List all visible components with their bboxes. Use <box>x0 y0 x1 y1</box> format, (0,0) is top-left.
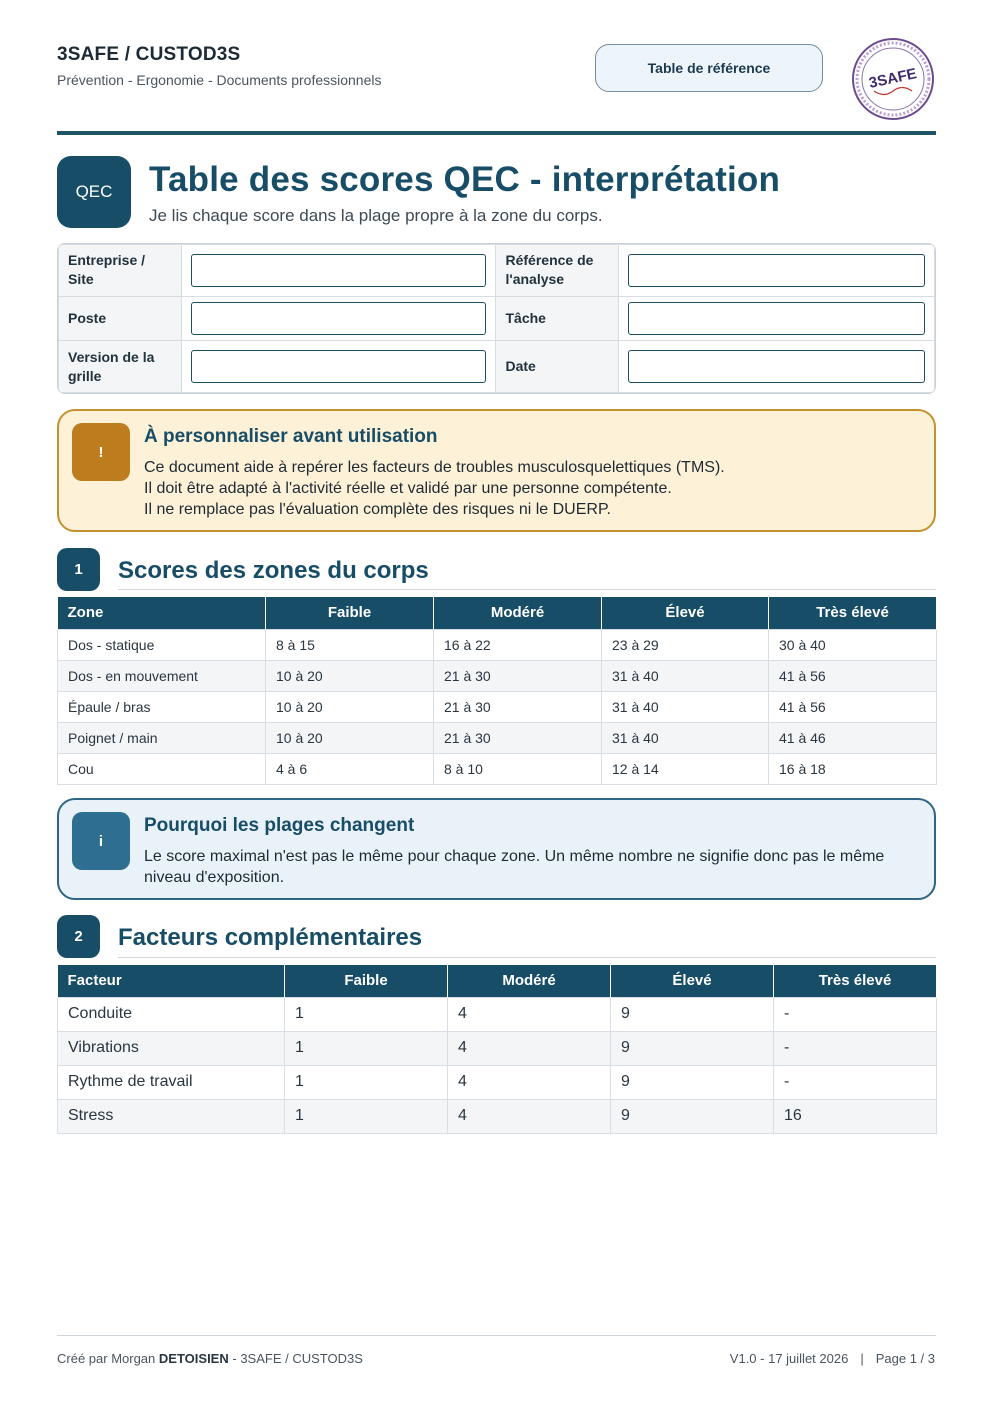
table-row <box>58 660 937 691</box>
row-label-cell: Vibrations <box>58 1031 285 1065</box>
score-cell: - <box>774 997 937 1031</box>
row-label-cell: Rythme de travail <box>58 1065 285 1099</box>
score-cell: 16 à 22 <box>434 629 602 660</box>
row-label-cell: Dos - en mouvement <box>58 660 266 691</box>
warning-callout <box>57 409 936 532</box>
section-number: 1 <box>57 548 100 591</box>
footer-meta <box>730 1351 935 1366</box>
company-label: Entreprise / Site <box>59 245 182 297</box>
warning-line: Il ne remplace pas l'évaluation complète des risques ni le DUERP. <box>144 501 611 518</box>
table-row <box>58 1099 937 1133</box>
row-label-cell: Épaule / bras <box>58 691 266 722</box>
score-cell: 1 <box>285 1065 448 1099</box>
score-cell: 31 à 40 <box>602 691 769 722</box>
row-label-cell: Dos - statique <box>58 629 266 660</box>
column-header: Faible <box>285 965 448 997</box>
row-label-cell: Cou <box>58 753 266 784</box>
score-cell: 4 <box>448 1031 611 1065</box>
warning-title: À personnaliser avant utilisation <box>144 426 438 447</box>
zones-score-table <box>57 597 937 785</box>
table-row <box>58 691 937 722</box>
score-cell: 4 <box>448 1099 611 1133</box>
row-label-cell: Conduite <box>58 997 285 1031</box>
table-row <box>58 1065 937 1099</box>
score-cell: 8 à 15 <box>266 629 434 660</box>
warning-line: Il doit être adapté à l'activité réelle et validé par une personne compétente. <box>144 480 672 497</box>
score-cell: 12 à 14 <box>602 753 769 784</box>
score-cell: 1 <box>285 1031 448 1065</box>
score-cell: 31 à 40 <box>602 660 769 691</box>
score-cell: 9 <box>611 1099 774 1133</box>
stamp-logo-icon <box>850 36 936 122</box>
score-cell: 41 à 46 <box>769 722 937 753</box>
footer-credit-prefix: Créé par Morgan <box>57 1351 156 1366</box>
info-title: Pourquoi les plages changent <box>144 815 415 836</box>
warning-icon: ! <box>72 423 130 481</box>
task-field[interactable] <box>628 302 925 335</box>
column-header: Très élevé <box>774 965 937 997</box>
reference-label: Référence de l'analyse <box>496 245 619 297</box>
column-header: Facteur <box>58 965 285 997</box>
score-cell: 10 à 20 <box>266 691 434 722</box>
brand-tagline: Prévention - Ergonomie - Documents professionnels <box>57 72 382 88</box>
row-label-cell: Poignet / main <box>58 722 266 753</box>
task-label: Tâche <box>496 296 619 341</box>
footer-separator: | <box>860 1351 864 1366</box>
column-header: Zone <box>58 597 266 629</box>
footer-credit <box>57 1351 363 1366</box>
post-label: Poste <box>59 296 182 341</box>
footer-credit-suffix: - 3SAFE / CUSTOD3S <box>232 1351 363 1366</box>
page-number: Page 1 / 3 <box>875 1351 935 1366</box>
info-body: Le score maximal n'est pas le même pour chaque zone. Un même nombre ne signifie donc pas le même niveau d'exposition. <box>144 848 885 886</box>
section-divider <box>118 589 936 590</box>
post-field[interactable] <box>191 302 487 335</box>
header-divider <box>57 131 936 135</box>
warning-line: Ce document aide à repérer les facteurs de troubles musculosquelettiques (TMS). <box>144 459 725 476</box>
score-cell: 1 <box>285 1099 448 1133</box>
section-title: Scores des zones du corps <box>118 557 429 584</box>
score-cell: 21 à 30 <box>434 660 602 691</box>
warning-body <box>144 457 904 520</box>
table-row <box>58 753 937 784</box>
column-header: Modéré <box>448 965 611 997</box>
table-row <box>58 997 937 1031</box>
score-cell: 16 <box>774 1099 937 1133</box>
table-row <box>58 722 937 753</box>
page-title: Table des scores QEC - interprétation <box>149 160 781 199</box>
section-number: 2 <box>57 915 100 958</box>
score-cell: 23 à 29 <box>602 629 769 660</box>
column-header: Faible <box>266 597 434 629</box>
score-cell: 8 à 10 <box>434 753 602 784</box>
score-cell: 41 à 56 <box>769 691 937 722</box>
column-header: Très élevé <box>769 597 937 629</box>
page-subtitle: Je lis chaque score dans la plage propre à la zone du corps. <box>149 206 603 225</box>
svg-text:3SAFE: 3SAFE <box>867 65 919 92</box>
score-cell: - <box>774 1031 937 1065</box>
score-cell: 4 <box>448 997 611 1031</box>
info-callout <box>57 798 936 900</box>
section-title: Facteurs complémentaires <box>118 924 423 951</box>
row-label-cell: Stress <box>58 1099 285 1133</box>
section-divider <box>118 957 936 958</box>
score-cell: 10 à 20 <box>266 722 434 753</box>
document-info-form <box>57 243 936 394</box>
score-cell: 4 <box>448 1065 611 1099</box>
reference-field[interactable] <box>628 254 925 287</box>
column-header: Modéré <box>434 597 602 629</box>
footer-version: V1.0 - 17 juillet 2026 <box>729 1351 849 1366</box>
info-icon: i <box>72 812 130 870</box>
score-cell: 9 <box>611 1031 774 1065</box>
footer-divider <box>57 1335 936 1336</box>
column-header: Élevé <box>611 965 774 997</box>
reference-badge: Table de référence <box>595 44 823 92</box>
score-cell: 21 à 30 <box>434 691 602 722</box>
score-cell: 21 à 30 <box>434 722 602 753</box>
column-header: Élevé <box>602 597 769 629</box>
version-label: Version de la grille <box>59 341 182 393</box>
qec-badge: QEC <box>57 156 131 228</box>
score-cell: 10 à 20 <box>266 660 434 691</box>
table-row <box>58 629 937 660</box>
score-cell: 30 à 40 <box>769 629 937 660</box>
date-label: Date <box>496 341 619 393</box>
company-field[interactable] <box>191 254 487 287</box>
date-field[interactable] <box>628 350 925 383</box>
score-cell: 4 à 6 <box>266 753 434 784</box>
score-cell: 41 à 56 <box>769 660 937 691</box>
score-cell: 9 <box>611 997 774 1031</box>
brand-name: 3SAFE / CUSTOD3S <box>57 44 241 65</box>
score-cell: 31 à 40 <box>602 722 769 753</box>
factors-score-table <box>57 965 937 1134</box>
version-field[interactable] <box>191 350 487 383</box>
score-cell: - <box>774 1065 937 1099</box>
table-row <box>58 1031 937 1065</box>
page-header <box>57 44 936 104</box>
footer-author: DETOISIEN <box>158 1351 229 1366</box>
score-cell: 1 <box>285 997 448 1031</box>
score-cell: 9 <box>611 1065 774 1099</box>
score-cell: 16 à 18 <box>769 753 937 784</box>
